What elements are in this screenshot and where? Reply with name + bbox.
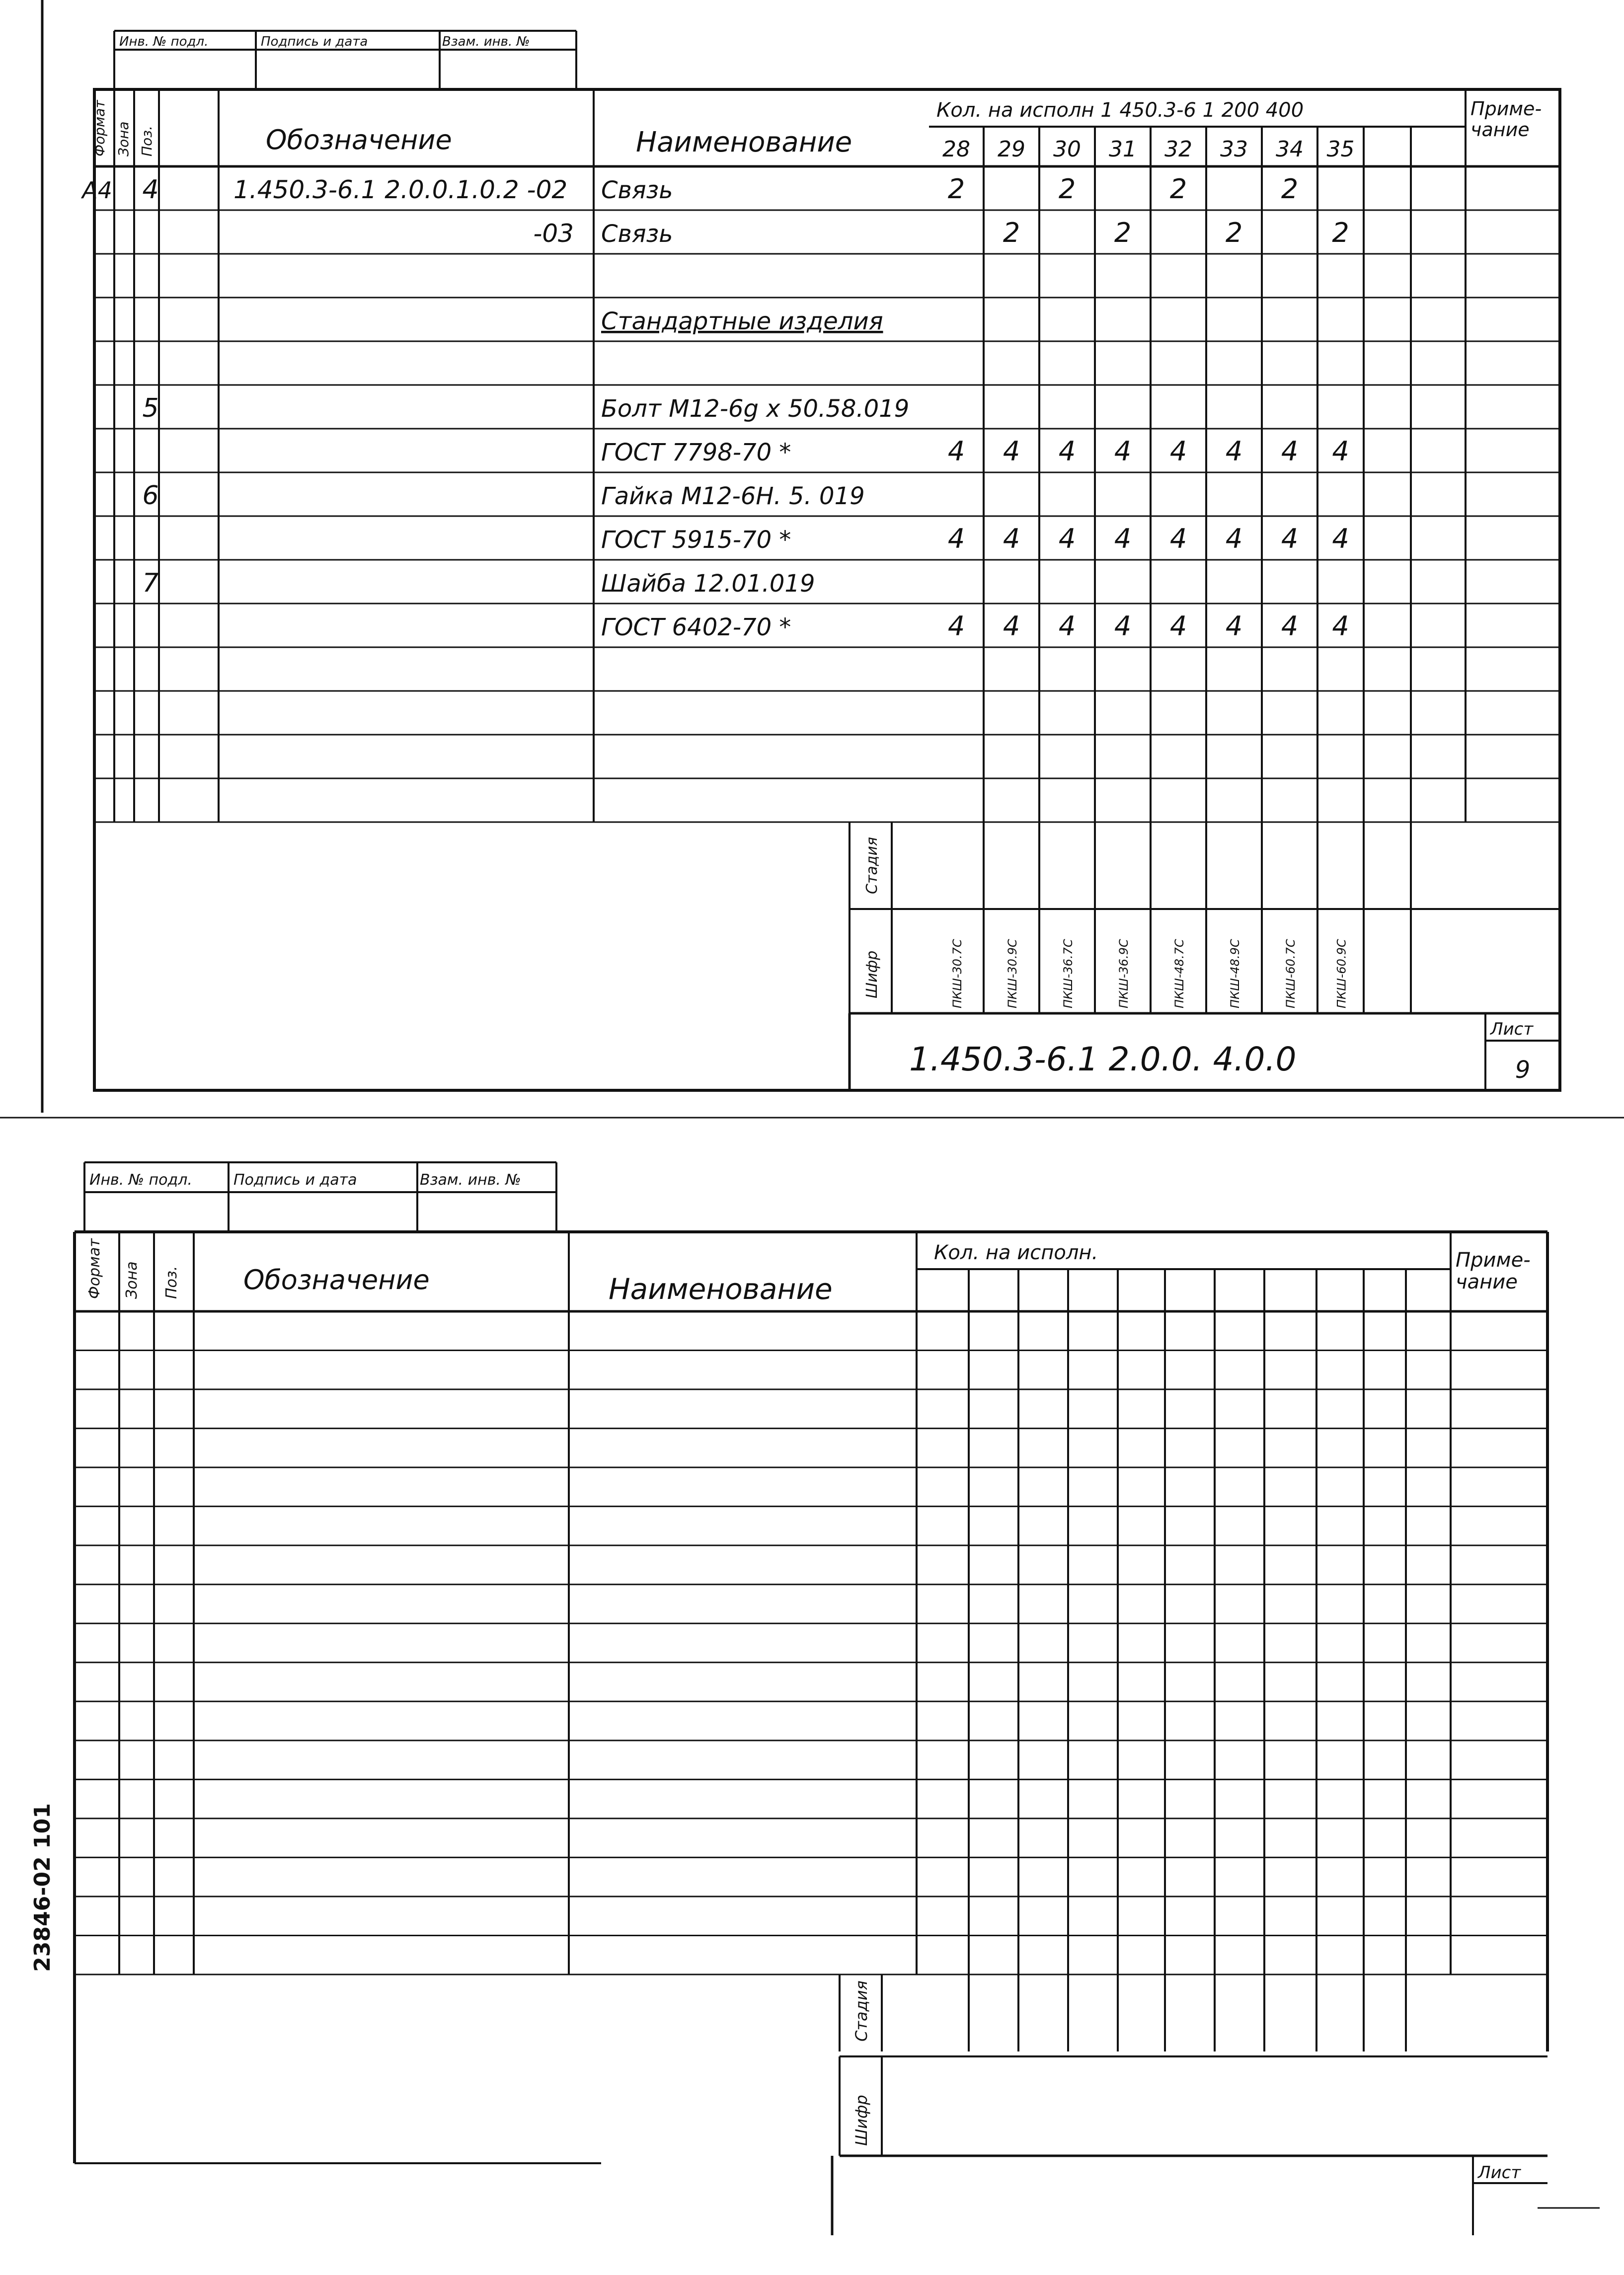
stamp-vzam-label: Взам. инв. № xyxy=(420,1171,521,1189)
row-qty: 4 xyxy=(947,610,965,642)
row-designation: 1.450.3-6.1 2.0.0.1.0.2 -02 xyxy=(233,175,568,204)
row-qty: 4 xyxy=(1114,436,1132,467)
row-name: Гайка М12-6Н. 5. 019 xyxy=(601,482,865,510)
header-designation: Обозначение xyxy=(266,124,452,155)
row-qty: 4 xyxy=(1281,436,1299,467)
header-zone: Зона xyxy=(123,1261,141,1299)
stage-label: Стадия xyxy=(852,1980,871,2042)
row-name: Болт М12-6g х 50.58.019 xyxy=(601,395,910,423)
row-name: ГОСТ 7798-70 * xyxy=(601,439,791,466)
header-note: Приме-чание xyxy=(1470,98,1542,141)
row-qty: 4 xyxy=(1003,523,1020,554)
cipher-value: ПКШ-36.7С xyxy=(1061,939,1075,1008)
row-name: Связь xyxy=(601,220,673,248)
variant-number: 34 xyxy=(1276,137,1304,162)
sheet-label: Лист xyxy=(1478,2163,1521,2183)
row-name: Связь xyxy=(601,176,673,204)
header-name: Наименование xyxy=(609,1272,833,1306)
row-qty: 4 xyxy=(1058,610,1076,642)
variant-number: 28 xyxy=(942,137,970,162)
cipher-value: ПКШ-30.7С xyxy=(950,939,964,1008)
row-name: ГОСТ 5915-70 * xyxy=(601,526,791,554)
stage-label: Стадия xyxy=(863,836,881,894)
row-qty: 2 xyxy=(1281,173,1299,205)
row-qty: 2 xyxy=(1003,217,1020,248)
stamp-inv-label: Инв. № подл. xyxy=(119,34,209,49)
header-zone: Зона xyxy=(115,121,132,156)
row-name: ГОСТ 6402-70 * xyxy=(601,613,791,641)
cipher-label: Шифр xyxy=(852,2095,871,2146)
row-qty: 4 xyxy=(1169,436,1187,467)
row-qty: 4 xyxy=(1114,610,1132,642)
cipher-value: ПКШ-48.7С xyxy=(1172,939,1186,1008)
doc-number: 1.450.3-6.1 2.0.0. 4.0.0 xyxy=(909,1040,1297,1078)
cipher-value: ПКШ-36.9С xyxy=(1117,939,1131,1008)
row-pos: 4 xyxy=(142,175,159,205)
sheet-label: Лист xyxy=(1490,1019,1534,1039)
row-pos: 5 xyxy=(142,393,159,423)
row-qty: 4 xyxy=(1169,523,1187,554)
row-qty: 4 xyxy=(1332,523,1349,554)
cipher-label: Шифр xyxy=(863,950,881,998)
variant-number: 30 xyxy=(1053,137,1081,162)
header-format: Формат xyxy=(91,100,108,156)
row-qty: 4 xyxy=(1225,436,1243,467)
header-qty: Кол. на исполн 1 450.3-6 1 200 400 xyxy=(936,99,1304,122)
row-qty: 4 xyxy=(1169,610,1187,642)
row-qty: 4 xyxy=(947,436,965,467)
row-name: Шайба 12.01.019 xyxy=(601,570,815,598)
row-qty: 4 xyxy=(1281,610,1299,642)
variant-number: 29 xyxy=(998,137,1025,162)
cipher-value: ПКШ-30.9С xyxy=(1005,939,1019,1008)
row-qty: 4 xyxy=(1225,610,1243,642)
variant-number: 33 xyxy=(1220,137,1248,162)
row-qty: 2 xyxy=(1058,173,1076,205)
header-pos: Поз. xyxy=(139,126,155,156)
header-note: Приме-чание xyxy=(1456,1249,1531,1293)
header-name: Наименование xyxy=(636,126,852,158)
row-qty: 2 xyxy=(1114,217,1132,248)
row-qty: 4 xyxy=(1225,523,1243,554)
stamp-sign-label: Подпись и дата xyxy=(233,1171,357,1189)
row-qty: 4 xyxy=(1003,610,1020,642)
cipher-value: ПКШ-48.9С xyxy=(1228,939,1242,1008)
row-qty: 4 xyxy=(1332,436,1349,467)
margin-number: 23846-02 101 xyxy=(30,1803,55,1972)
stamp-inv-label: Инв. № подл. xyxy=(89,1171,192,1189)
row-qty: 4 xyxy=(1003,436,1020,467)
variant-number: 32 xyxy=(1164,137,1192,162)
row-qty: 2 xyxy=(947,173,965,205)
row-pos: 6 xyxy=(142,481,159,511)
variant-number: 31 xyxy=(1109,137,1137,162)
header-pos: Поз. xyxy=(163,1266,180,1299)
stamp-vzam-label: Взам. инв. № xyxy=(442,34,530,49)
row-name: Стандартные изделия xyxy=(601,307,883,335)
variant-number: 35 xyxy=(1326,137,1355,162)
row-qty: 4 xyxy=(1114,523,1132,554)
row-format: А4 xyxy=(82,177,112,204)
cipher-value: ПКШ-60.9С xyxy=(1334,939,1349,1008)
row-qty: 4 xyxy=(947,523,965,554)
header-format: Формат xyxy=(86,1238,103,1299)
row-qty: 2 xyxy=(1225,217,1243,248)
stamp-sign-label: Подпись и дата xyxy=(261,34,368,49)
header-qty: Кол. на исполн. xyxy=(934,1241,1098,1264)
row-designation: -03 xyxy=(533,219,574,248)
header-designation: Обозначение xyxy=(243,1264,430,1295)
row-qty: 4 xyxy=(1058,436,1076,467)
row-qty: 4 xyxy=(1281,523,1299,554)
sheet-number: 9 xyxy=(1515,1056,1531,1084)
row-qty: 2 xyxy=(1169,173,1187,205)
cipher-value: ПКШ-60.7С xyxy=(1284,939,1298,1008)
row-pos: 7 xyxy=(142,568,159,598)
row-qty: 2 xyxy=(1332,217,1349,248)
row-qty: 4 xyxy=(1058,523,1076,554)
row-qty: 4 xyxy=(1332,610,1349,642)
